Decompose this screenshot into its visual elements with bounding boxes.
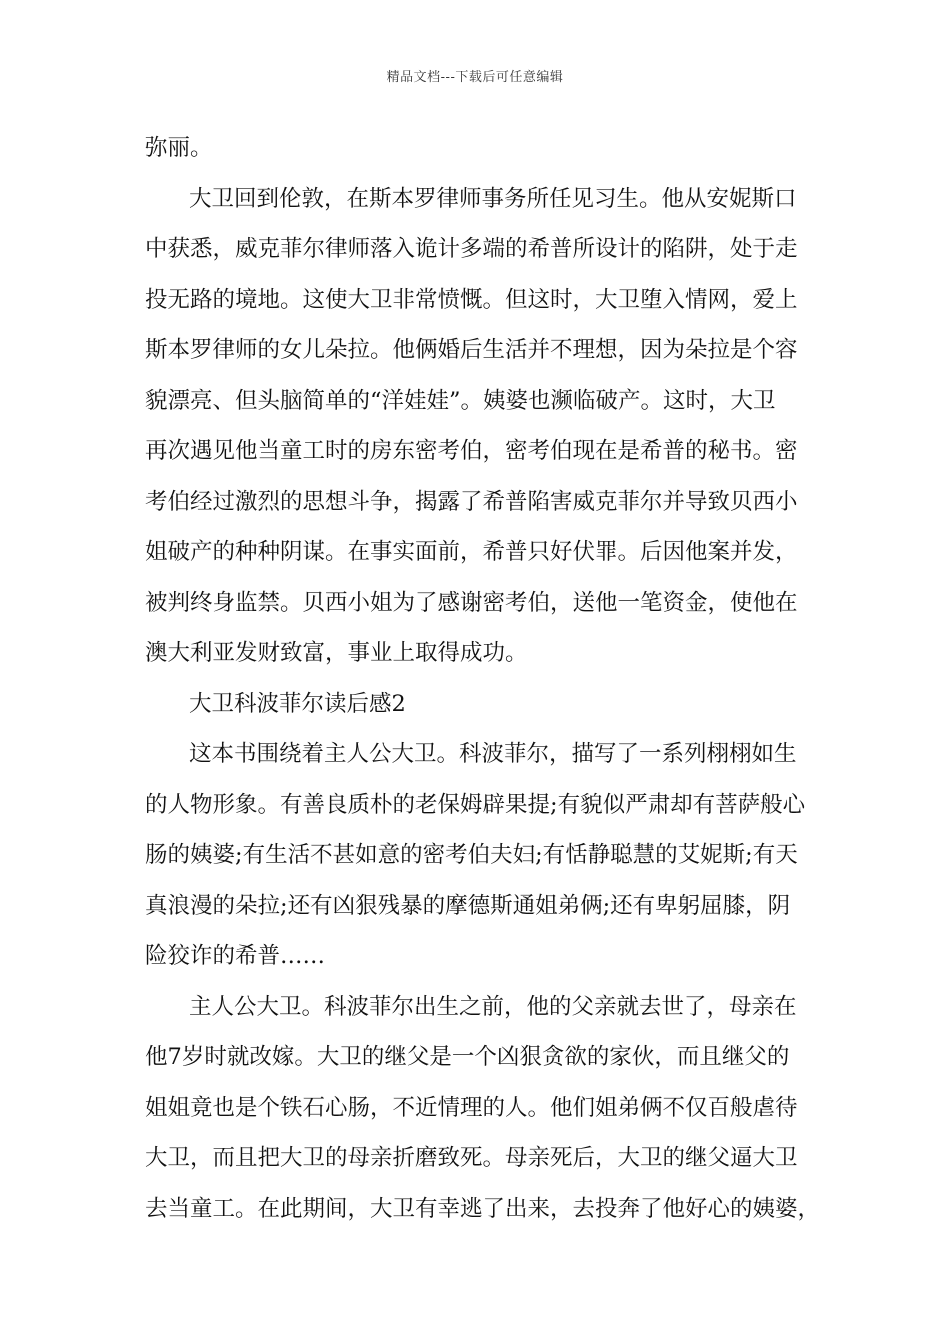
- text-line: 姐破产的种种阴谋。在事实面前，希普只好伏罪。后因他案并发，: [145, 539, 798, 565]
- paragraph-start-line: 大卫回到伦敦，在斯本罗律师事务所任见习生。他从安妮斯口: [189, 185, 797, 212]
- text-line: 再次遇见他当童工时的房东密考伯，密考伯现在是希普的秘书。密: [145, 438, 798, 464]
- paragraph-start-line: 主人公大卫。科波菲尔出生之前，他的父亲就去世了，母亲在: [189, 993, 797, 1020]
- section-heading: 大卫科波菲尔读后感2: [189, 690, 406, 717]
- text-line: 真浪漫的朵拉;还有凶狠残暴的摩德斯通姐弟俩;还有卑躬屈膝，阴: [145, 892, 791, 919]
- text-line: 被判终身监禁。贝西小姐为了感谢密考伯，送他一笔资金，使他在: [145, 589, 798, 616]
- text-line: 中获悉，威克菲尔律师落入诡计多端的希普所设计的陷阱，处于走: [145, 236, 798, 262]
- text-line: 貌漂亮、但头脑简单的“洋娃娃”。姨婆也濒临破产。这时，大卫: [145, 387, 776, 414]
- text-line: 的人物形象。有善良质朴的老保姆辟果提;有貌似严肃却有菩萨般心: [145, 791, 806, 818]
- text-line: 澳大利亚发财致富，事业上取得成功。: [145, 640, 528, 666]
- text-line: 考伯经过激烈的思想斗争，揭露了希普陷害威克菲尔并导致贝西小: [145, 488, 798, 515]
- text-line: 弥丽。: [145, 135, 213, 161]
- text-line: 姐姐竟也是个铁石心肠，不近情理的人。他们姐弟俩不仅百般虐待: [145, 1094, 798, 1121]
- text-line: 投无路的境地。这使大卫非常愤慨。但这时，大卫堕入情网，爱上: [145, 286, 798, 313]
- paragraph-start-line: 这本书围绕着主人公大卫。科波菲尔，描写了一系列栩栩如生: [189, 741, 797, 767]
- text-line: 肠的姨婆;有生活不甚如意的密考伯夫妇;有恬静聪慧的艾妮斯;有天: [145, 842, 798, 868]
- document-body: [145, 128, 820, 1239]
- text-line: 去当童工。在此期间，大卫有幸逃了出来，去投奔了他好心的姨婆，: [145, 1195, 821, 1222]
- text-line: 险狡诈的希普……: [145, 943, 326, 969]
- text-line: 大卫，而且把大卫的母亲折磨致死。母亲死后，大卫的继父逼大卫: [145, 1145, 798, 1171]
- text-line: 斯本罗律师的女儿朵拉。他俩婚后生活并不理想，因为朵拉是个容: [145, 337, 798, 363]
- text-line: 他7岁时就改嫁。大卫的继父是一个凶狠贪欲的家伙，而且继父的: [145, 1044, 790, 1070]
- page-header: 精品文档---下载后可任意编辑: [386, 70, 564, 85]
